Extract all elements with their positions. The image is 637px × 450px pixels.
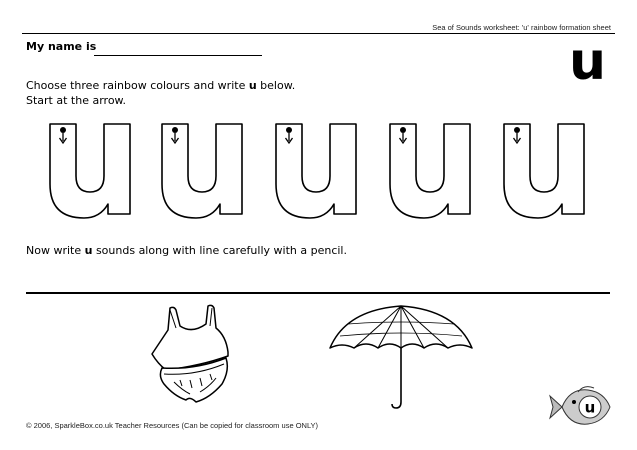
pencil-instruction: Now write u sounds along with line carefully with a pencil.	[26, 244, 347, 257]
instruction-line-1: Choose three rainbow colours and write u below.	[26, 79, 296, 92]
name-label: My name is	[26, 40, 97, 53]
header-divider	[22, 33, 615, 34]
letter-outline-2[interactable]	[162, 124, 242, 218]
swimsuit-icon	[140, 300, 240, 412]
instruction-line-2: Start at the arrow.	[26, 94, 127, 107]
name-write-line[interactable]	[94, 55, 262, 56]
letter-outline-1[interactable]	[50, 124, 130, 218]
footer-copyright: © 2006, SparkleBox.co.uk Teacher Resources (Can be copied for classroom use ONLY)	[26, 421, 319, 430]
umbrella-icon	[326, 302, 476, 412]
letter-outline-5[interactable]	[504, 124, 584, 218]
letter-outline-4[interactable]	[390, 124, 470, 218]
big-letter-u: u	[569, 32, 607, 92]
instructions	[26, 78, 295, 108]
letter-outline-3[interactable]	[276, 124, 356, 218]
header-title: Sea of Sounds worksheet: 'u' rainbow formation sheet	[432, 23, 611, 32]
fish-logo-icon	[548, 382, 616, 432]
fish-logo-letter: u	[584, 398, 596, 417]
writing-line[interactable]	[26, 292, 610, 294]
letter-tracing-row	[44, 120, 590, 220]
